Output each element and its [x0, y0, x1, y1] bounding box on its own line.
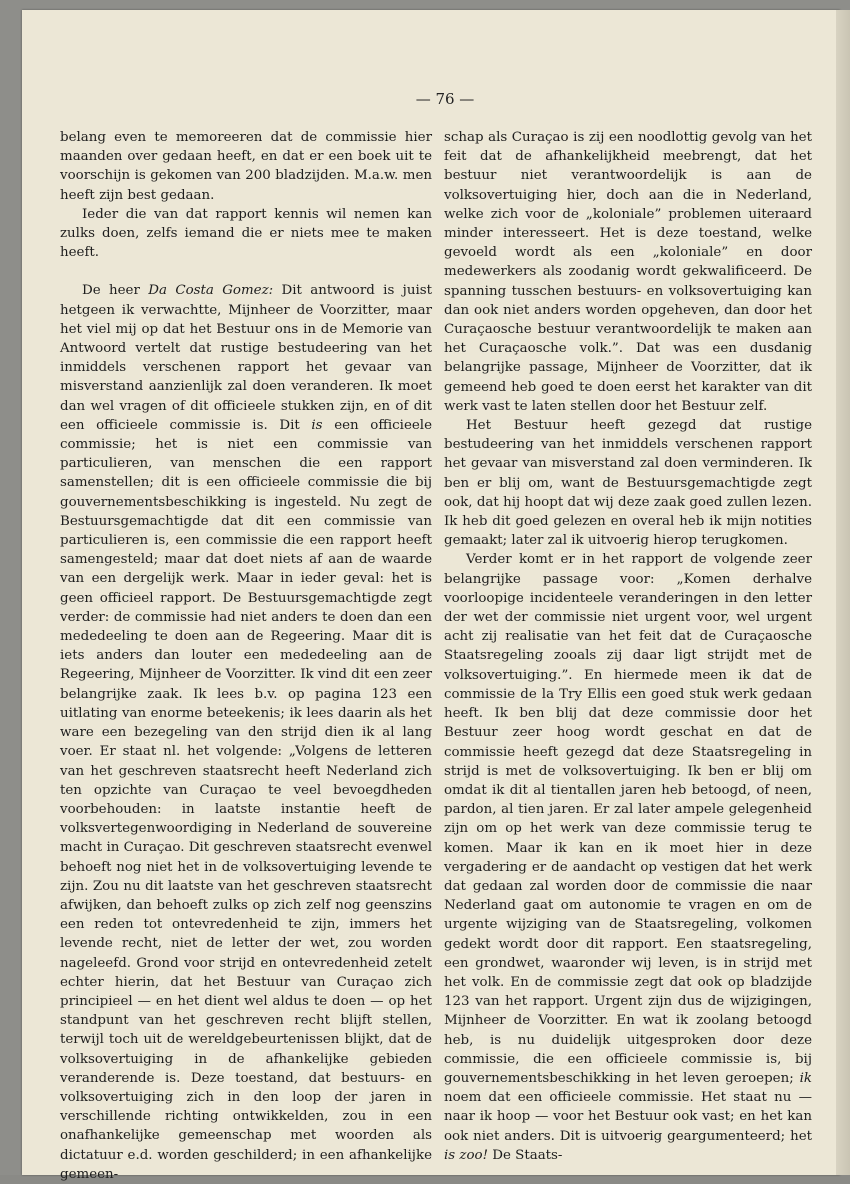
right-emphasis-1: ik — [799, 1070, 812, 1086]
speaker-intro: De heer — [82, 283, 149, 299]
right-text-2: noem dat een officieele commissie. Het staat nu — naar ik hoop — voor het Bestuur ook vast; en het kan ook niet anders. Dit is uitvoerig geargumenteerd; het — [444, 1090, 812, 1144]
right-paragraph-1: schap als Curaçao is zij een noodlottig gevolg van het feit dat de afhankelijkheid meebrengt, dat het bestuur niet verantwoordelijk is aan de volksovertuiging hier, doch aan die in Nederland, welke zich voor de „koloniale” problemen uiteraard minder interesseert. Het is deze toestand, welke gevoeld wordt als een „koloniale” en door medewerkers als zoodanig wordt gekwalificeerd. De spanning tusschen bestuurs- en volksovertuiging kan dan ook niet anders worden opgeheven, dan door het Curaçaosche bestuur verantwoordelijk te maken aan het Curaçaosche volk.”. Dat was een dusdanig belangrijke passage, Mijnheer de Voorzitter, dat ik gemeend heb goed te doen eerst het karakter van dit werk vast te laten stellen door het Bestuur zelf. — [444, 130, 812, 414]
left-paragraph-1: belang even te memoreeren dat de commissie hier maanden over gedaan heeft, en dat er een boek uit te voorschijn is gekomen van 200 bladzijden. M.a.w. men heeft zijn best gedaan. — [60, 130, 432, 203]
right-text-1: Verder komt er in het rapport de volgende zeer belangrijke passage voor: „Komen derhalve voorloopige incidenteele veranderingen in den letter der wet der commissie niet urgent voor, wel urgent acht zij realisatie van het feit dat de Curaçaosche Staatsregeling zooals zij daar ligt strijdt met de volksovertuiging.”. En hiermede meen ik dat de commissie de la Try Ellis een goed stuk werk gedaan heeft. Ik ben blij dat deze commissie door het Bestuur zeer hoog wordt geschat en dat de commissie heeft gezegd dat deze Staatsregeling in strijd is met de volksovertuiging. Ik ben er blij om omdat ik dit al tientallen jaren heb betoogd, of neen, pardon, al tien jaren. Er zal later ampele gelegenheid zijn om op het werk van deze commissie terug te komen. Maar ik kan en ik moet hier in deze vergadering er de aandacht op vestigen dat het werk dat gedaan zal worden door de commissie die naar Nederland gaat om autonomie te vragen en om de urgente wijziging van de Staatsregeling, volkomen gedekt wordt door dit rapport. Een staatsregeling, een grondwet, waaronder wij leven, is in strijd met het volk. En de commissie zegt dat ook op bladzijde 123 van het rapport. Urgent zijn dus de wijzigingen, Mijnheer de Voorzitter. En wat ik zoolang betoogd heb, is nu duidelijk uitgesproken door deze commissie, die een officieele commissie is, bij gouvernementsbeschikking in het leven geroepen; — [444, 552, 812, 1086]
right-column — [444, 128, 812, 1165]
page-number: — 76 — — [415, 90, 475, 108]
left-paragraph-2: Ieder die van dat rapport kennis wil nemen kan zulks doen, zelfs iemand die er niets mee te maken heeft. — [60, 206, 432, 261]
left-paragraph-3 — [60, 281, 432, 1184]
next-page-edge — [836, 10, 850, 1175]
right-paragraph-3 — [444, 550, 812, 1165]
right-emphasis-2: is zoo! — [444, 1147, 488, 1163]
speaker-name: Da Costa Gomez: — [148, 283, 274, 299]
left-column — [60, 128, 432, 1184]
speech-text-2: een officieele commissie; het is niet een commissie van particulieren, van menschen die een rapport samenstellen; dit is een officieele commissie die bij gouvernementsbeschikking is ingesteld. Nu zegt de Bestuursgemachtigde dat dit een commissie van particulieren is, een commissie die een rapport heeft samengesteld; maar dat doet niets af aan de waarde van een dergelijk werk. Maar in ieder geval: het is geen officieel rapport. De Bestuursgemachtigde zegt verder: de commissie had niet anders te doen dan een mededeeling te doen aan de Regeering. Maar dit is iets anders dan louter een mededeeling aan de Regeering, Mijnheer de Voorzitter. Ik vind dit een zeer belangrijke zaak. Ik lees b.v. op pagina 123 een uitlating van enorme beteekenis; ik lees daarin als het ware een bezegeling van den strijd dien ik al lang voer. Er staat nl. het volgende: „Volgens de letteren van het geschreven staatsrecht heeft Nederland zich ten opzichte van Curaçao te veel bevoegdheden voorbehouden: in laatste instantie heeft de volksvertegenwoordiging in Nederland de souvereine macht in Curaçao. Dit geschreven staatsrecht evenwel behoeft nog niet het in de volksovertuiging levende te zijn. Zou nu dit laatste van het geschreven staatsrecht afwijken, dan behoeft zulks op zich zelf nog geenszins een reden tot ontevredenheid te zijn, immers het levende recht, niet de letter der wet, zou worden nageleefd. Grond voor strijd en ontevredenheid zetelt echter hierin, dat het Bestuur van Curaçao zich principieel — en het dient wel aldus te doen — op het standpunt van het geschreven recht blijft stellen, terwijl toch uit de wereldgebeurtenissen blijkt, dat de volksovertuiging in de afhankelijke gebieden veranderende is. Deze toestand, dat bestuurs- en volksovertuiging zich in den loop der jaren in verschillende richting ontwikkelden, zou in een onafhankelijke gemeenschap met woorden als dictatuur e.d. worden geschilderd; in een afhankelijke gemeen- — [60, 417, 433, 1182]
right-text-3: De Staats- — [487, 1147, 563, 1163]
right-paragraph-2: Het Bestuur heeft gezegd dat rustige bestudeering van het inmiddels verschenen rapport het gevaar van misverstand zal doen verminderen. Ik ben er blij om, want de Bestuursgemachtigde zegt ook, dat hij hoopt dat wij deze zaak goed zullen lezen. Ik heb dit goed gelezen en overal heb ik mijn notities gemaakt; later zal ik uitvoerig hierop terugkomen. — [444, 418, 812, 549]
speech-text-1: Dit antwoord is juist hetgeen ik verwachtte, Mijnheer de Voorzitter, maar het viel mij op dat het Bestuur ons in de Memorie van Antwoord vertelt dat rustige bestudeering van het inmiddels verschenen rapport het gevaar van misverstand aanzienlijk zal doen veranderen. Ik moet dan wel vragen of dit officieele stukken zijn, en of dit een officieele commissie is. Dit — [60, 283, 432, 433]
document-page — [22, 10, 840, 1182]
speech-emphasis: is — [311, 417, 323, 433]
